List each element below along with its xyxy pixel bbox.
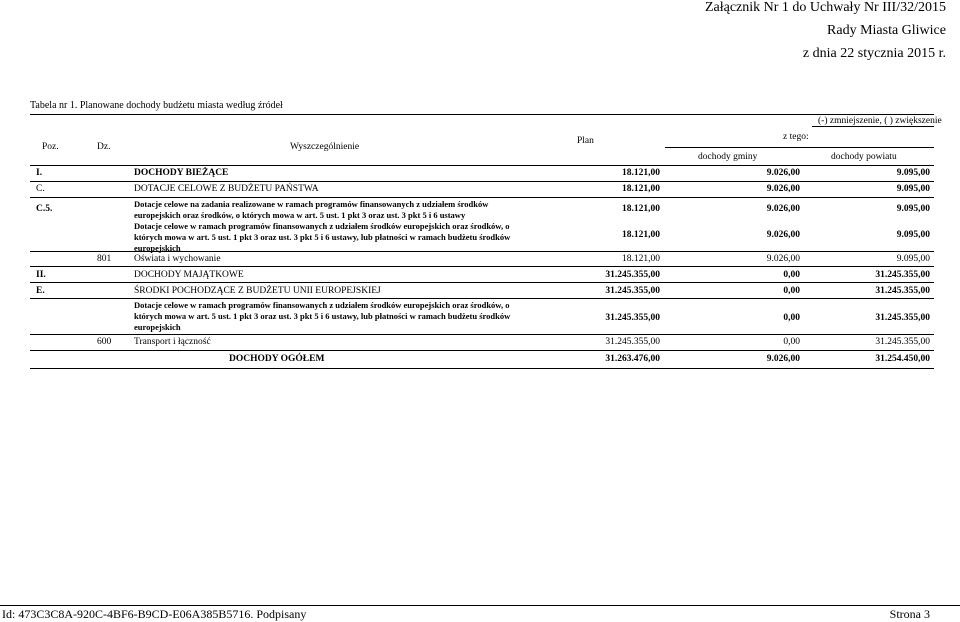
council-name: Rady Miasta Gliwice: [827, 23, 946, 38]
col-header-desc: Wyszczególnienie: [290, 142, 360, 152]
row-powiat: 31.245.355,00: [875, 313, 930, 323]
row-gmina: 9.026,00: [766, 204, 800, 214]
row-plan: 18.121,00: [622, 204, 660, 214]
row-poz: C.: [36, 184, 45, 194]
attachment-date: z dnia 22 stycznia 2015 r.: [802, 46, 946, 61]
row-gmina: 9.026,00: [766, 184, 800, 194]
row-gmina: 9.026,00: [766, 254, 800, 264]
col-header-change-note: (-) zmniejszenie, ( ) zwiększenie: [818, 116, 942, 126]
row-powiat: 9.095,00: [896, 254, 930, 264]
row-poz: C.5.: [36, 204, 53, 214]
row-plan: 31.245.355,00: [605, 270, 660, 280]
row-powiat: 31.245.355,00: [875, 270, 930, 280]
row-plan: 31.245.355,00: [605, 313, 660, 323]
row-gmina: 0,00: [783, 313, 800, 323]
row-desc: Dotacje celowe w ramach programów finansowanych z udziałem środków europejskich oraz środków, o których mowa w art. 5 ust. 1 pkt 3 oraz ust. 3 pkt 5 i 6 ustawy, lub płatności w ramach budżetu środków europejskich: [134, 300, 511, 332]
row-powiat: 9.095,00: [896, 230, 930, 240]
row-desc: DOCHODY BIEŻĄCE: [134, 168, 229, 178]
col-header-powiat: dochody powiatu: [831, 152, 897, 162]
row-powiat: 31.254.450,00: [875, 354, 930, 364]
row-powiat: 31.245.355,00: [875, 337, 930, 347]
col-header-dz: Dz.: [97, 142, 111, 152]
col-header-gmina: dochody gminy: [698, 152, 758, 162]
row-desc: DOCHODY OGÓŁEM: [229, 354, 325, 364]
page-number: Strona 3: [889, 607, 930, 621]
page-footer: [0, 605, 960, 622]
attachment-title: Załącznik Nr 1 do Uchwały Nr III/32/2015: [704, 0, 946, 15]
row-plan: 31.245.355,00: [605, 337, 660, 347]
row-poz: II.: [36, 270, 46, 280]
row-plan: 31.245.355,00: [605, 286, 660, 296]
row-powiat: 9.095,00: [896, 204, 930, 214]
row-desc: DOTACJE CELOWE Z BUDŻETU PAŃSTWA: [134, 184, 319, 194]
row-gmina: 9.026,00: [766, 168, 800, 178]
col-header-poz: Poz.: [42, 142, 59, 152]
row-desc: Dotacje celowe na zadania realizowane w ramach programów finansowanych z udziałem środków europejskich oraz środków, o których mowa w art. 5 ust. 1 pkt 3 oraz ust. 3 pkt 5 i 6 ustawy: [134, 199, 489, 220]
row-dz: 801: [97, 254, 112, 264]
row-gmina: 9.026,00: [766, 354, 800, 364]
row-dz: 600: [97, 337, 112, 347]
row-plan: 18.121,00: [622, 184, 660, 194]
row-gmina: 0,00: [783, 337, 800, 347]
row-powiat: 9.095,00: [896, 168, 930, 178]
row-powiat: 9.095,00: [896, 184, 930, 194]
row-plan: 18.121,00: [622, 168, 660, 178]
row-poz: E.: [36, 286, 45, 296]
row-plan: 18.121,00: [622, 254, 660, 264]
row-desc: Oświata i wychowanie: [134, 254, 221, 264]
row-gmina: 0,00: [783, 270, 800, 280]
row-gmina: 9.026,00: [766, 230, 800, 240]
row-plan: 18.121,00: [622, 230, 660, 240]
row-desc: Transport i łączność: [134, 337, 211, 347]
row-powiat: 31.245.355,00: [875, 286, 930, 296]
row-poz: I.: [36, 168, 43, 178]
col-header-z-tego: z tego:: [783, 132, 809, 142]
row-desc: DOCHODY MAJĄTKOWE: [134, 270, 244, 280]
table-title: Tabela nr 1. Planowane dochody budżetu miasta według źródeł: [30, 100, 283, 111]
row-desc: ŚRODKI POCHODZĄCE Z BUDŻETU UNII EUROPEJSKIEJ: [134, 286, 381, 296]
row-gmina: 0,00: [783, 286, 800, 296]
col-header-plan: Plan: [577, 136, 594, 146]
row-desc: Dotacje celowe w ramach programów finansowanych z udziałem środków europejskich oraz środków, o których mowa w art. 5 ust. 1 pkt 3 oraz ust. 3 pkt 5 i 6 ustawy, lub płatności w ramach budżetu środków europejskich: [134, 221, 511, 253]
row-plan: 31.263.476,00: [605, 354, 660, 364]
document-id: Id: 473C3C8A-920C-4BF6-B9CD-E06A385B5716. Podpisany: [2, 607, 307, 621]
